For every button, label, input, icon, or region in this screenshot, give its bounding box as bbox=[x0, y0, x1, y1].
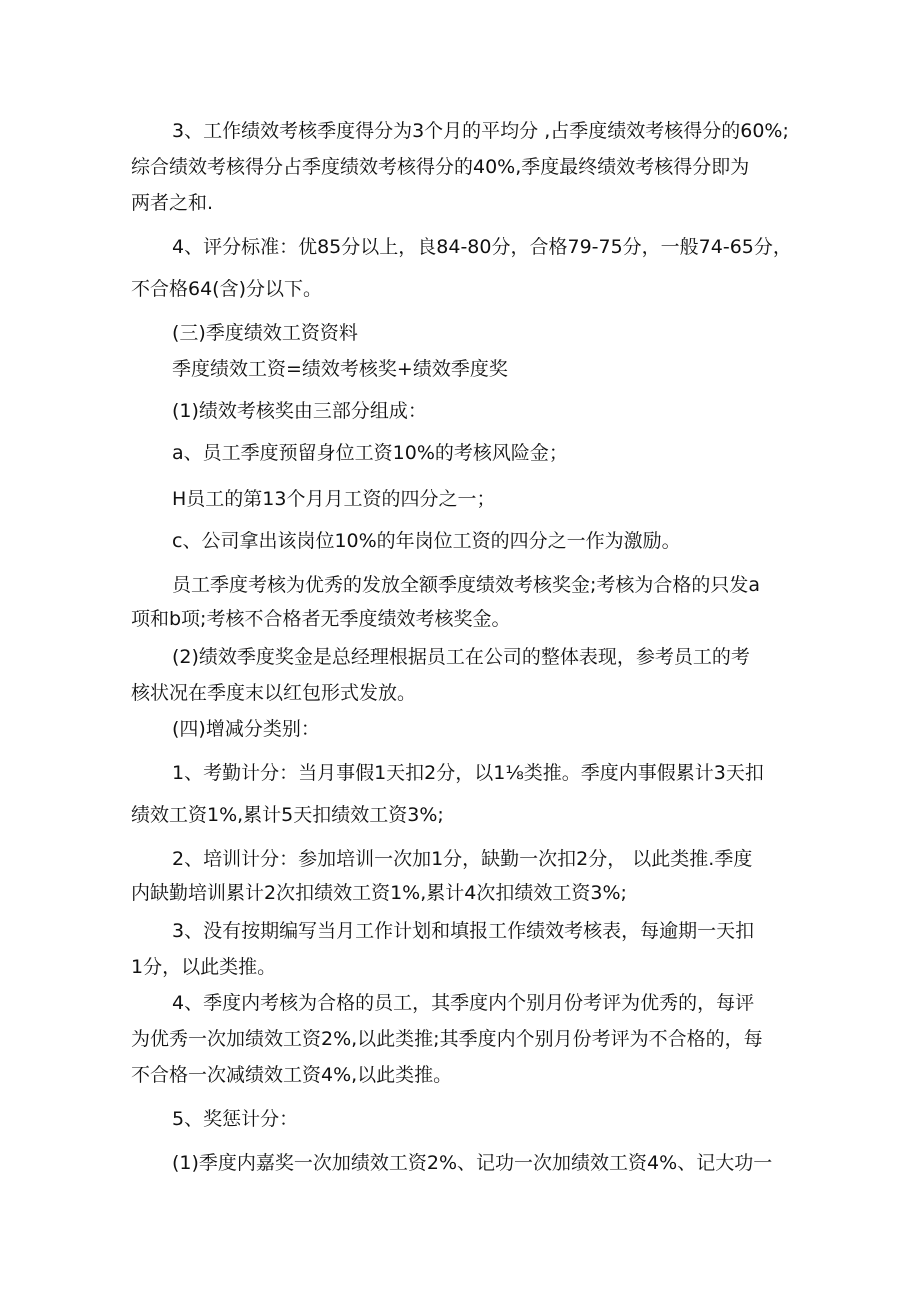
text-line: 两者之和. bbox=[131, 192, 214, 214]
text-line: 项和b项;考核不合格者无季度绩效考核奖金。 bbox=[131, 608, 511, 630]
text-line: 1分，以此类推。 bbox=[131, 956, 277, 978]
text-line: (1)季度内嘉奖一次加绩效工资2%、记功一次加绩效工资4%、记大功一 bbox=[172, 1152, 773, 1174]
text-line: 4、季度内考核为合格的员工，其季度内个别月份考评为优秀的，每评 bbox=[172, 992, 755, 1014]
text-line: a、员工季度预留身位工资10%的考核风险金； bbox=[172, 442, 568, 464]
text-line: 2、培训计分：参加培训一次加1分，缺勤一次扣2分， 以此类推.季度 bbox=[172, 848, 753, 870]
text-line: (1)绩效考核奖由三部分组成： bbox=[172, 400, 427, 422]
text-line: 季度绩效工资=绩效考核奖+绩效季度奖 bbox=[172, 358, 508, 380]
text-line: 不合格64(含)分以下。 bbox=[131, 278, 323, 300]
text-line: 内缺勤培训累计2次扣绩效工资1%,累计4次扣绩效工资3%; bbox=[131, 882, 627, 904]
text-line: 核状况在季度末以红包形式发放。 bbox=[131, 682, 417, 704]
text-line: 不合格一次减绩效工资4%,以此类推。 bbox=[131, 1064, 453, 1086]
text-line: 为优秀一次加绩效工资2%,以此类推;其季度内个别月份考评为不合格的，每 bbox=[131, 1028, 763, 1050]
text-line: 绩效工资1%,累计5天扣绩效工资3%; bbox=[131, 804, 444, 826]
text-line: 综合绩效考核得分占季度绩效考核得分的40%,季度最终绩效考核得分即为 bbox=[131, 156, 750, 178]
text-line: c、公司拿出该岗位10%的年岗位工资的四分之一作为激励。 bbox=[172, 530, 681, 552]
text-line: 4、评分标准：优85分以上，良84-80分，合格79-75分，一般74-65分， bbox=[172, 236, 792, 258]
text-line: 3、没有按期编写当月工作计划和填报工作绩效考核表，每逾期一天扣 bbox=[172, 920, 755, 942]
text-line: 员工季度考核为优秀的发放全额季度绩效考核奖金;考核为合格的只发a bbox=[172, 574, 761, 596]
text-line: H员工的第13个月月工资的四分之一； bbox=[172, 488, 496, 510]
text-line: (2)绩效季度奖金是总经理根据员工在公司的整体表现，参考员工的考 bbox=[172, 646, 750, 668]
text-line: 1、考勤计分：当月事假1天扣2分，以1⅛类推。季度内事假累计3天扣 bbox=[172, 762, 764, 784]
section-heading: (三)季度绩效工资资料 bbox=[172, 322, 358, 344]
section-heading: (四)增减分类别： bbox=[172, 718, 320, 740]
section-heading: 5、奖惩计分： bbox=[172, 1108, 299, 1130]
text-line: 3、工作绩效考核季度得分为3个月的平均分 ,占季度绩效考核得分的60%; bbox=[172, 120, 789, 142]
